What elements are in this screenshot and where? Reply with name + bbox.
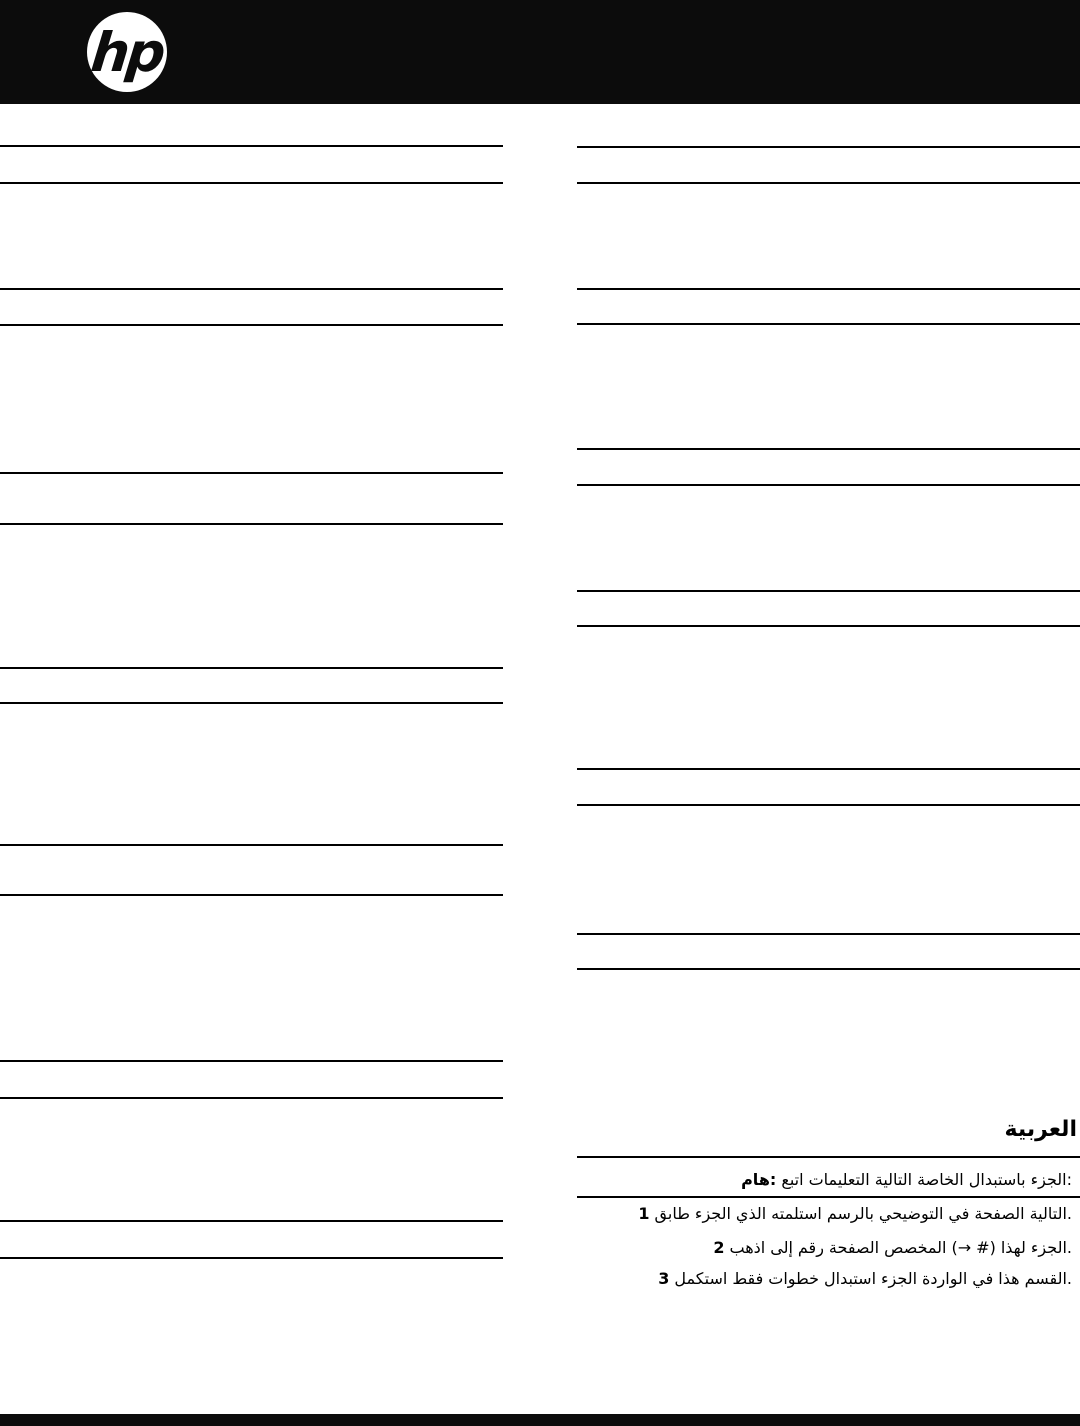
arabic-word: هذا [998, 1268, 1020, 1288]
row-separator-line [0, 472, 503, 474]
arabic-word: التالية [874, 1169, 913, 1189]
arabic-word: (→ [951, 1237, 972, 1257]
arabic-step-1 [638, 1200, 1072, 1226]
arabic-word: الواردة [922, 1268, 968, 1288]
arabic-word: الصفحة [974, 1203, 1025, 1223]
row-separator-line [0, 1257, 503, 1259]
arabic-word: المخصص [884, 1237, 947, 1257]
arabic-word: بالرسم [826, 1203, 874, 1223]
arabic-word: التوضيحي [878, 1203, 944, 1223]
step-number: 2 [713, 1237, 725, 1257]
row-separator-line [0, 1060, 503, 1062]
row-separator-line [0, 894, 503, 896]
row-separator-line [0, 1220, 503, 1222]
row-separator-line [0, 324, 503, 326]
arabic-step-2 [713, 1234, 1072, 1260]
arabic-section-heading: العربية [1004, 1117, 1077, 1142]
row-separator-line [0, 844, 503, 846]
hp-logo-text: hp [88, 20, 166, 84]
row-separator-line [0, 288, 503, 290]
hp-logo [87, 12, 167, 92]
arabic-word: استكمل [674, 1268, 728, 1288]
arabic-word: في [972, 1268, 994, 1288]
arabic-word: الجزء [881, 1268, 918, 1288]
row-separator-line [0, 1097, 503, 1099]
header-bar [0, 0, 1080, 104]
row-separator-line [0, 182, 503, 184]
row-separator-line [577, 484, 1080, 486]
row-separator-line [577, 323, 1080, 325]
arabic-word: فقط [732, 1268, 764, 1288]
arabic-step-3 [658, 1265, 1072, 1291]
arabic-word: استلمته [771, 1203, 822, 1223]
arabic-word: التعليمات [808, 1169, 870, 1189]
row-separator-line [577, 1196, 1080, 1198]
row-separator-line [577, 1156, 1080, 1158]
arabic-word: الذي [735, 1203, 767, 1223]
arabic-word: لهذا [1000, 1237, 1026, 1257]
arabic-word: اذهب [729, 1237, 766, 1257]
row-separator-line [577, 590, 1080, 592]
arabic-word: إلى [770, 1237, 793, 1257]
arabic-word: التالية. [1029, 1203, 1072, 1223]
arabic-word: الجزء. [1030, 1237, 1072, 1257]
arabic-word: في [948, 1203, 970, 1223]
row-separator-line [577, 968, 1080, 970]
arabic-word: اتبع [781, 1169, 804, 1189]
step-number: 3 [658, 1268, 670, 1288]
arabic-word: طابق [654, 1203, 690, 1223]
arabic-word: الجزء [694, 1203, 731, 1223]
row-separator-line [577, 768, 1080, 770]
row-separator-line [577, 448, 1080, 450]
row-separator-line [577, 182, 1080, 184]
arabic-word: الجزء: [1030, 1169, 1072, 1189]
arabic-word: الصفحة [828, 1237, 880, 1257]
arabic-word: #) [976, 1237, 996, 1257]
row-separator-line [577, 804, 1080, 806]
row-separator-line [0, 667, 503, 669]
arabic-word: خطوات [768, 1268, 820, 1288]
row-separator-line [0, 145, 503, 147]
arabic-word: الخاصة [917, 1169, 964, 1189]
row-separator-line [577, 933, 1080, 935]
row-separator-line [0, 523, 503, 525]
important-label: هام: [741, 1169, 777, 1189]
arabic-word: باستبدال [968, 1169, 1026, 1189]
row-separator-line [577, 288, 1080, 290]
row-separator-line [577, 146, 1080, 148]
arabic-word: القسم. [1024, 1268, 1072, 1288]
arabic-word: استبدال [824, 1268, 877, 1288]
arabic-important-line [741, 1166, 1072, 1192]
row-separator-line [577, 625, 1080, 627]
arabic-word: رقم [797, 1237, 824, 1257]
step-number: 1 [638, 1203, 650, 1223]
footer-bar [0, 1414, 1080, 1426]
row-separator-line [0, 702, 503, 704]
